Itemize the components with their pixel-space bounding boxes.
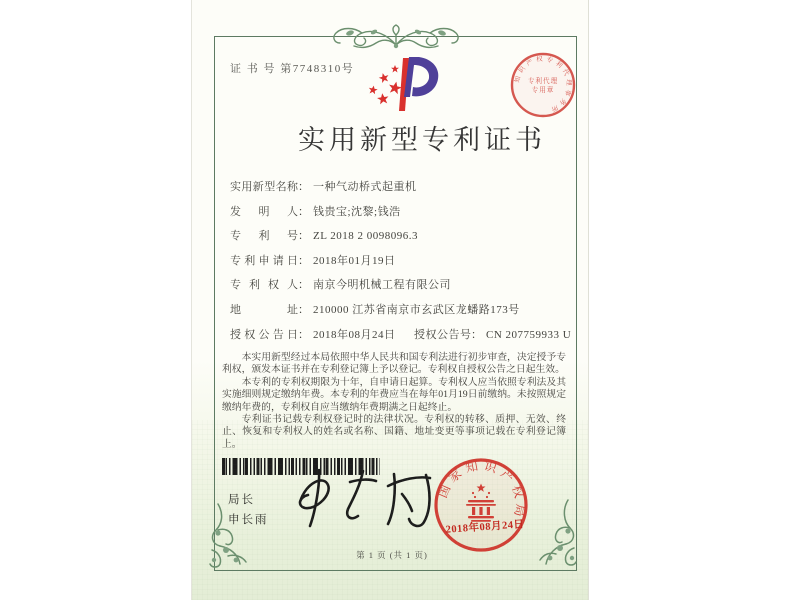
- field-value: ZL 2018 2 0098096.3: [313, 230, 419, 243]
- field-value: 210000 江苏省南京市玄武区龙蟠路173号: [313, 303, 520, 316]
- legal-text-block: [222, 352, 566, 451]
- legal-paragraph-2: 本专利的专利权期限为十年，自申请日起算。专利权人应当依照专利法及其实施细则规定缴纳年费。本专利的年费应当在每年01月19日前缴纳。未按照规定缴纳年费的，专利权自应当缴纳年费期满之日起终止。: [222, 376, 566, 413]
- field-grant-number: [414, 326, 571, 342]
- field-label: 发明人: [230, 205, 298, 218]
- field-label: 专利号: [230, 230, 298, 243]
- legal-paragraph-3: 专利证书记载专利权登记时的法律状况。专利权的转移、质押、无效、终止、恢复和专利权人的姓名或名称、国籍、地址变更等事项记载在专利登记簿上。: [222, 414, 566, 450]
- field-patent-number: [230, 227, 560, 252]
- director-name: 申长雨: [228, 514, 269, 526]
- field-application-date: [230, 252, 560, 277]
- bottom-right-corner-ornament: [538, 496, 586, 570]
- field-value: 钱贵宝;沈黎;钱浩: [313, 205, 401, 218]
- field-address: [230, 301, 560, 326]
- field-label: 授权公告号: [414, 328, 471, 341]
- official-seal: [431, 455, 531, 555]
- field-utility-model-name: [230, 178, 560, 203]
- field-label: 专利权人: [230, 279, 298, 292]
- field-value: 一种气动桥式起重机: [313, 181, 417, 193]
- certificate-paper: [191, 0, 589, 600]
- field-label: 地址: [230, 303, 298, 316]
- director-title: 局长: [228, 494, 255, 506]
- field-patentee: [230, 276, 560, 301]
- field-value: CN 207759933 U: [486, 328, 572, 341]
- patent-office-logo: [358, 53, 440, 115]
- field-label: 专利申请日: [230, 254, 298, 267]
- agency-seal-center-line2: 专用章: [531, 87, 555, 94]
- director-block: [228, 491, 269, 531]
- field-value: 2018年08月24日: [313, 328, 396, 341]
- certificate-title: 实用新型专利证书: [298, 125, 546, 155]
- legal-paragraph-1: 本实用新型经过本局依照中华人民共和国专利法进行初步审查，决定授予专利权，颁发本证书并在专利登记簿上予以登记。专利权自授权公告之日起生效。: [222, 352, 566, 376]
- official-seal-date: 2018年08月24日: [445, 519, 525, 536]
- field-grant-date: [230, 326, 572, 351]
- certificate-number: 证 书 号 第7748310号: [230, 63, 355, 75]
- field-label: 授权公告日: [230, 328, 298, 341]
- field-inventors: [230, 203, 560, 228]
- field-value: 南京今明机械工程有限公司: [313, 279, 451, 292]
- field-value: 2018年01月19日: [313, 254, 396, 267]
- top-flourish-ornament: [326, 19, 466, 55]
- official-seal-ring-text: 国家知识产权局: [435, 458, 528, 523]
- certificate-fields: [230, 178, 572, 350]
- agency-seal: [508, 50, 578, 120]
- field-label: 实用新型名称: [230, 181, 298, 193]
- agency-seal-ring-text: 知识产权专利代理事务所: [513, 55, 573, 114]
- page-footer: 第 1 页 (共 1 页): [356, 550, 428, 560]
- agency-seal-center-line1: 专利代理: [527, 78, 559, 85]
